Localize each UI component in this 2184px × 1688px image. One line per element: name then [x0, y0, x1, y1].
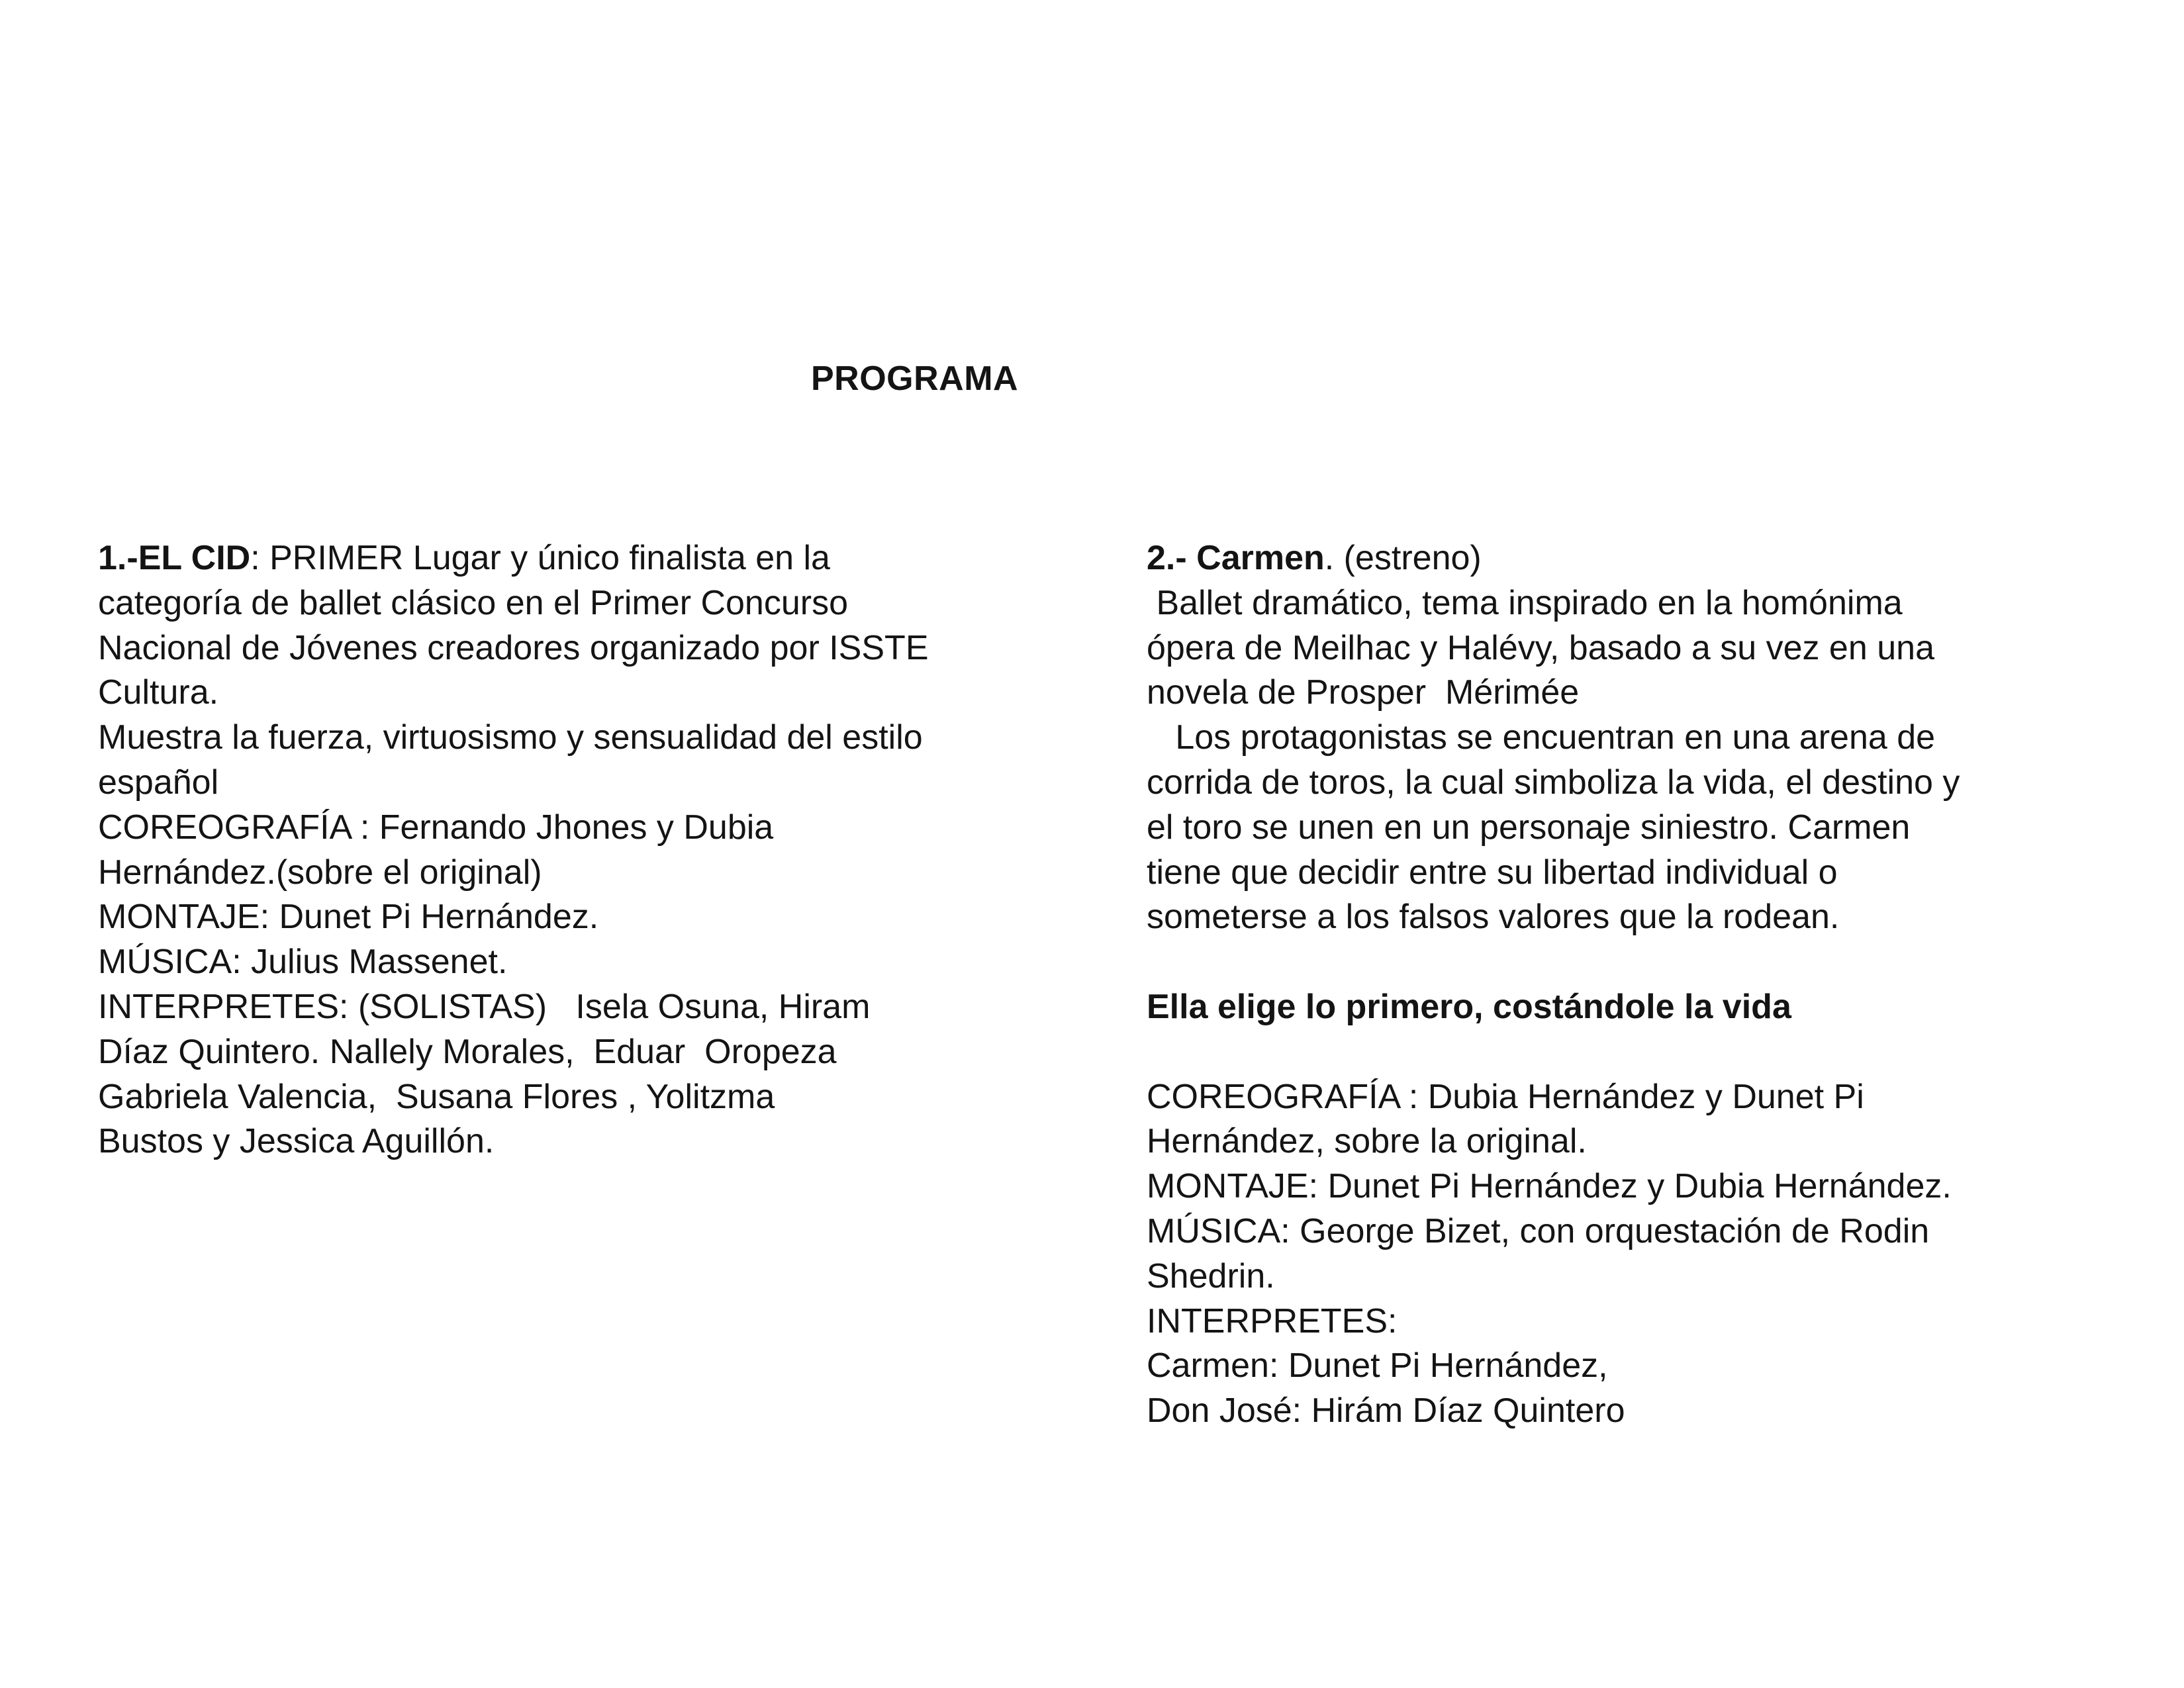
- cast-carmen: Carmen: Dunet Pi Hernández,: [1147, 1346, 1608, 1385]
- text-line: someterse a los falsos valores que la rodean.: [1147, 898, 1840, 937]
- text-line: Nacional de Jóvenes creadores organizado por ISSTE: [98, 628, 929, 667]
- performers-credit: INTERPRETES: (SOLISTAS) Isela Osuna, Hiram: [98, 987, 871, 1026]
- item-name: EL CID: [138, 539, 251, 577]
- program-item-el-cid: [98, 536, 1078, 1164]
- text-line: ópera de Meilhac y Halévy, basado a su vez en una: [1147, 628, 1934, 667]
- staging-credit: MONTAJE: Dunet Pi Hernández.: [98, 898, 599, 937]
- item-header: 1.-EL CID: PRIMER Lugar y único finalista en la: [98, 539, 830, 577]
- text-line: novela de Prosper Mérimée: [1147, 673, 1580, 712]
- text-line: Hernández.(sobre el original): [98, 853, 542, 892]
- spacer: [1147, 1030, 2140, 1075]
- text-line: categoría de ballet clásico en el Primer Concurso: [98, 583, 849, 622]
- text-line: Cultura.: [98, 673, 219, 712]
- item-name: Carmen: [1196, 539, 1325, 577]
- text-line: Ballet dramático, tema inspirado en la homónima: [1147, 583, 1903, 622]
- text-line: español: [98, 763, 219, 802]
- page-title: PROGRAMA: [811, 359, 1019, 398]
- text-line: el toro se unen en un personaje siniestro. Carmen: [1147, 808, 1911, 847]
- text-line: Bustos y Jessica Aguillón.: [98, 1122, 495, 1161]
- text-line: Díaz Quintero. Nallely Morales, Eduar Oropeza: [98, 1032, 837, 1071]
- choreography-credit: COREOGRAFÍA : Fernando Jhones y Dubia: [98, 808, 774, 847]
- staging-credit: MONTAJE: Dunet Pi Hernández y Dubia Hernández.: [1147, 1167, 1952, 1206]
- cast-don-jose: Don José: Hirám Díaz Quintero: [1147, 1391, 1625, 1430]
- item-header: 2.- Carmen. (estreno): [1147, 539, 1482, 577]
- music-credit: MÚSICA: Julius Massenet.: [98, 943, 508, 982]
- item-number: 1.-: [98, 539, 138, 577]
- text-line: Hernández, sobre la original.: [1147, 1122, 1587, 1161]
- text-line: Gabriela Valencia, Susana Flores , Yolitzma: [98, 1077, 775, 1116]
- text-line: tiene que decidir entre su libertad individual o: [1147, 853, 1838, 892]
- emphasis-line: Ella elige lo primero, costándole la vida: [1147, 987, 1791, 1026]
- program-item-carmen: [1147, 536, 2140, 1434]
- spacer: [1147, 940, 2140, 985]
- item-number: 2.-: [1147, 539, 1197, 577]
- text-line: Los protagonistas se encuentran en una arena de: [1147, 718, 1936, 757]
- performers-credit: INTERPRETES:: [1147, 1301, 1398, 1340]
- show-through-watermark: [199, 165, 230, 310]
- choreography-credit: COREOGRAFÍA : Dubia Hernández y Dunet Pi: [1147, 1077, 1864, 1116]
- text-line: Shedrin.: [1147, 1256, 1275, 1295]
- text-line: corrida de toros, la cual simboliza la vida, el destino y: [1147, 763, 1960, 802]
- text-line: Muestra la fuerza, virtuosismo y sensualidad del estilo: [98, 718, 923, 757]
- music-credit: MÚSICA: George Bizet, con orquestación de Rodin: [1147, 1211, 1930, 1250]
